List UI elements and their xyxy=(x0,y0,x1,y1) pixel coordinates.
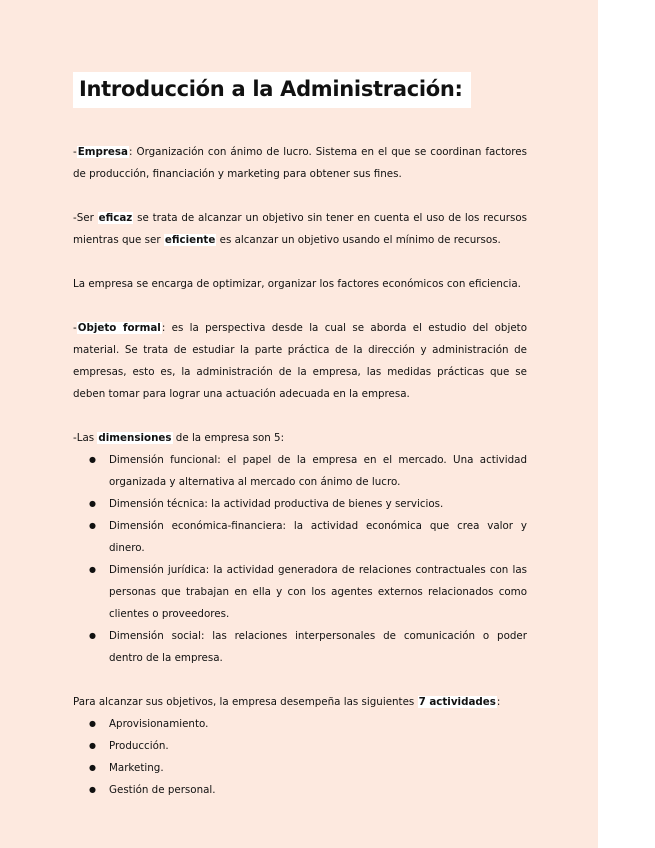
paragraph-objeto-formal xyxy=(73,317,527,405)
term-eficaz: eficaz xyxy=(98,212,133,224)
term-objeto-formal: Objeto formal xyxy=(77,322,161,334)
definition-empresa: : Organización con ánimo de lucro. Sistema en el que se coordinan factores de producción, financiación y marketing para obtener sus fines. xyxy=(73,146,527,180)
term-eficiente: eficiente xyxy=(164,234,216,246)
paragraph-actividades xyxy=(73,691,527,713)
intro-text: Para alcanzar sus objetivos, la empresa desempeña las siguientes xyxy=(73,696,418,708)
dash: - xyxy=(73,146,77,158)
dash: - xyxy=(73,322,77,334)
list-item: ● Dimensión económica-financiera: la actividad económica que crea valor y dinero. xyxy=(73,515,527,559)
intro-rest: : xyxy=(496,696,501,708)
document-body xyxy=(73,141,527,801)
list-item: ● Dimensión técnica: la actividad productiva de bienes y servicios. xyxy=(73,493,527,515)
definition-eficaz: se trata de alcanzar un objetivo sin tener en cuenta el uso de los recursos mientras que ser xyxy=(73,212,528,246)
list-item: ● Dimensión jurídica: la actividad generadora de relaciones contractuales con las personas que trabajan en ella y con los agentes externos relacionados como clientes o proveedores. xyxy=(73,559,527,625)
paragraph-optimizar: La empresa se encarga de optimizar, organizar los factores económicos con eficiencia. xyxy=(73,278,521,290)
page-title: Introducción a la Administración: xyxy=(73,72,471,108)
dimensions-list xyxy=(73,449,527,669)
definition-objeto-formal: : es la perspectiva desde la cual se aborda el estudio del objeto material. Se trata de estudiar la parte práctica de la dirección y administración de empresas, esto es, la administración de la empresa, las medidas prácticas que se deben tomar para lograr una actuación adecuada en la empresa. xyxy=(73,322,527,400)
list-item: ● Dimensión funcional: el papel de la empresa en el mercado. Una actividad organizada y alternativa al mercado con ánimo de lucro. xyxy=(73,449,527,493)
list-item: ● Aprovisionamiento. xyxy=(73,713,527,735)
paragraph-dimensiones xyxy=(73,427,527,449)
list-item: ● Marketing. xyxy=(73,757,527,779)
intro-text: -Las xyxy=(73,432,98,444)
term-7-actividades: 7 actividades xyxy=(418,696,496,708)
intro-rest: de la empresa son 5: xyxy=(172,432,285,444)
list-item: ● Dimensión social: las relaciones interpersonales de comunicación o poder dentro de la empresa. xyxy=(73,625,527,669)
paragraph-empresa xyxy=(73,141,527,185)
term-dimensiones: dimensiones xyxy=(98,432,172,444)
list-item: ● Producción. xyxy=(73,735,527,757)
term-empresa: Empresa xyxy=(77,146,128,158)
dash-ser: -Ser xyxy=(73,212,98,224)
paragraph-eficaz xyxy=(73,207,527,251)
list-item: ● Gestión de personal. xyxy=(73,779,527,801)
activities-list xyxy=(73,713,527,801)
definition-eficiente: es alcanzar un objetivo usando el mínimo de recursos. xyxy=(216,234,501,246)
